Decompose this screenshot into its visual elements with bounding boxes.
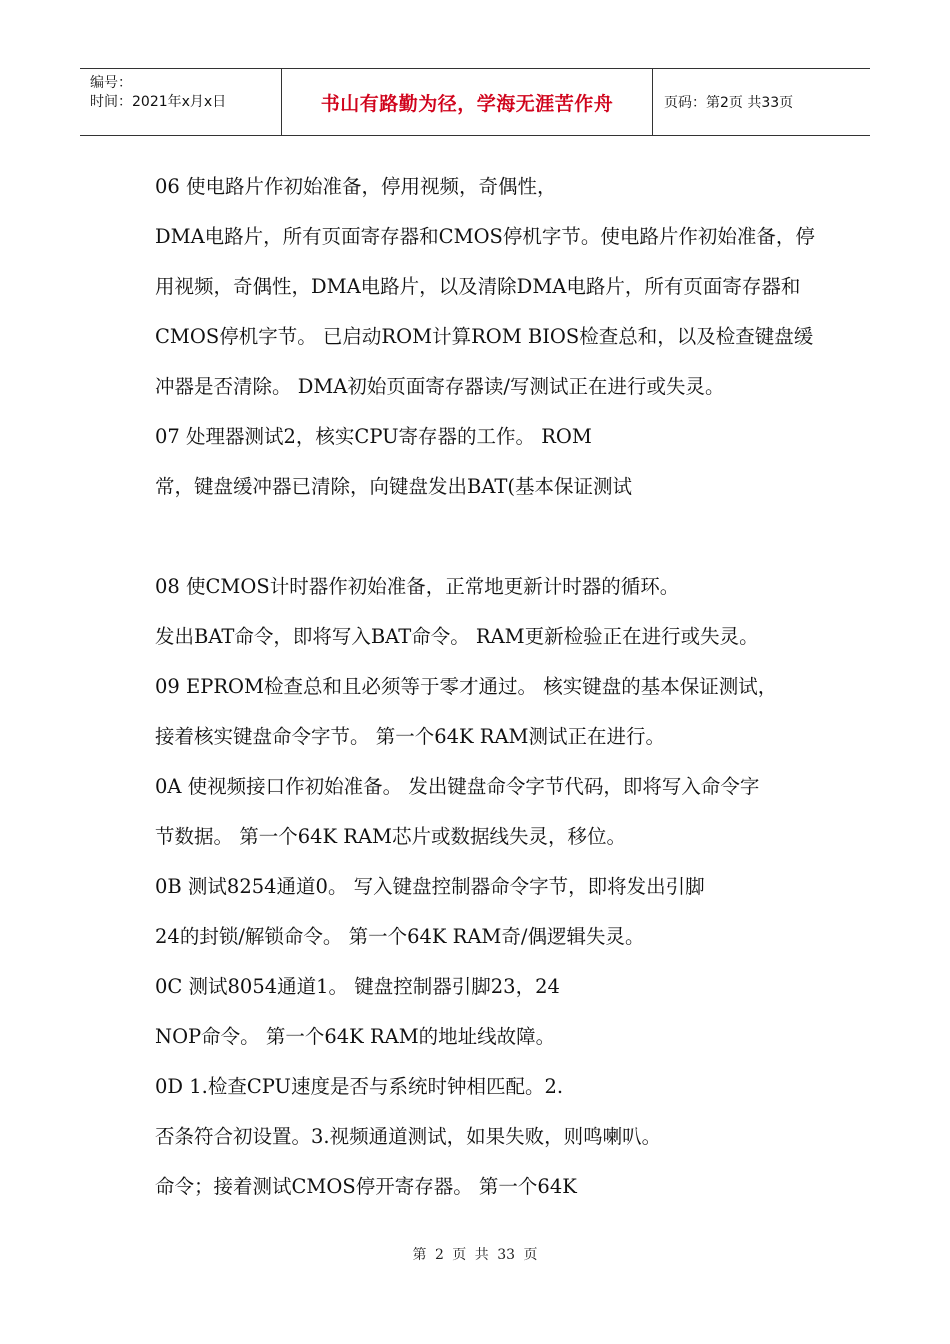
body-line: 06 使电路片作初始准备，停用视频，奇偶性， bbox=[155, 175, 557, 198]
body-line: 0A 使视频接口作初始准备。 发出键盘命令字节代码，即将写入命令字 bbox=[155, 775, 760, 798]
body-line: 08 使CMOS计时器作初始准备，正常地更新计时器的循环。 bbox=[155, 575, 680, 598]
body-line: 常，键盘缓冲器已清除，向键盘发出BAT(基本保证测试 bbox=[155, 475, 632, 498]
body-line: 用视频，奇偶性，DMA电路片，以及清除DMA电路片，所有页面寄存器和 bbox=[155, 275, 801, 298]
body-line: 24的封锁/解锁命令。 第一个64K RAM奇/偶逻辑失灵。 bbox=[155, 925, 645, 948]
page-header bbox=[80, 68, 870, 136]
body-line: 0D 1.检查CPU速度是否与系统时钟相匹配。2. bbox=[155, 1075, 564, 1098]
body-line: 07 处理器测试2，核实CPU寄存器的工作。 ROM bbox=[155, 425, 592, 448]
header-page-cell bbox=[653, 69, 870, 135]
header-motto-cell bbox=[282, 69, 653, 135]
document-body bbox=[155, 169, 875, 1219]
body-line: 接着核实键盘命令字节。 第一个64K RAM测试正在进行。 bbox=[155, 725, 666, 748]
header-page-info: 页码：第2页 共33页 bbox=[664, 95, 794, 111]
document-number-label: 编号： bbox=[90, 75, 132, 91]
body-line: 冲器是否清除。 DMA初始页面寄存器读/写测试正在进行或失灵。 bbox=[155, 375, 725, 398]
body-line: 节数据。 第一个64K RAM芯片或数据线失灵，移位。 bbox=[155, 825, 627, 848]
body-line: 0C 测试8054通道1。 键盘控制器引脚23，24 bbox=[155, 975, 560, 998]
body-line: DMA电路片，所有页面寄存器和CMOS停机字节。使电路片作初始准备，停 bbox=[155, 225, 815, 248]
body-line: 09 EPROM检查总和且必须等于零才通过。 核实键盘的基本保证测试， bbox=[155, 675, 778, 698]
header-meta-cell bbox=[80, 69, 282, 135]
body-line: CMOS停机字节。 已启动ROM计算ROM BIOS检查总和，以及检查键盘缓 bbox=[155, 325, 814, 348]
body-line: 0B 测试8254通道0。 写入键盘控制器命令字节，即将发出引脚 bbox=[155, 875, 705, 898]
body-line: 否条符合初设置。3.视频通道测试，如果失败，则鸣喇叭。 bbox=[155, 1125, 662, 1148]
header-motto: 书山有路勤为径，学海无涯苦作舟 bbox=[320, 92, 614, 115]
body-line: 命令；接着测试CMOS停开寄存器。 第一个64K bbox=[155, 1175, 577, 1198]
page-footer: 第 2 页 共 33 页 bbox=[412, 1247, 538, 1263]
body-line: 发出BAT命令，即将写入BAT命令。 RAM更新检验正在进行或失灵。 bbox=[155, 625, 759, 648]
body-line: NOP命令。 第一个64K RAM的地址线故障。 bbox=[155, 1025, 556, 1048]
body-blank-line bbox=[155, 519, 875, 569]
document-time-label: 时间：2021年x月x日 bbox=[90, 94, 227, 110]
